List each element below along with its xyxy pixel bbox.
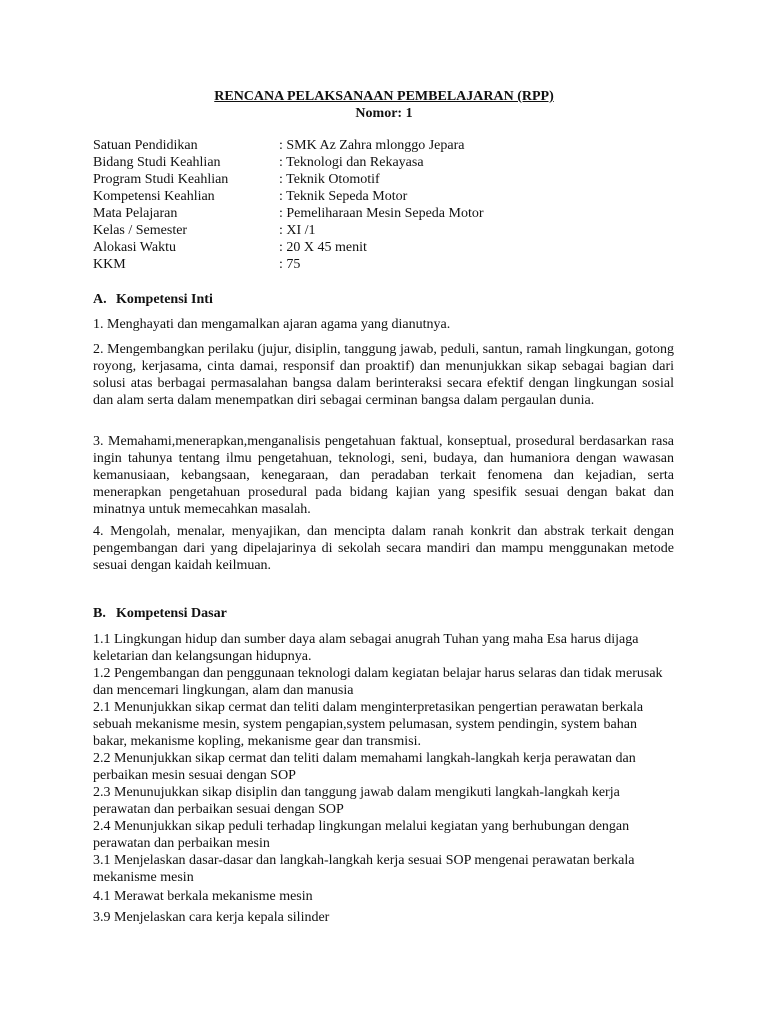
kompetensi-dasar-item: 2.4 Menunjukkan sikap peduli terhadap lingkungan melalui kegiatan yang berhubungan dengan perawatan dan perbaikan mesin — [93, 819, 630, 851]
identity-table — [93, 137, 484, 273]
section-a-heading — [93, 291, 213, 308]
kompetensi-dasar-item: 2.1 Menunjukkan sikap cermat dan teliti dalam menginterpretasikan pengertian perawatan berkala sebuah mekanisme mesin, system pengapian,system pelumasan, system pendingin, system bahan bakar, mekanisme kopling, mekanisme gear dan transmisi. — [93, 700, 644, 749]
kompetensi-dasar-list — [93, 631, 674, 926]
identity-value: : 20 X 45 menit — [279, 240, 367, 255]
section-b-heading — [93, 605, 227, 622]
identity-label: Bidang Studi Keahlian — [93, 155, 221, 170]
kompetensi-dasar-item: 4.1 Merawat berkala mekanisme mesin — [93, 889, 313, 904]
kompetensi-dasar-item: 2.2 Menunjukkan sikap cermat dan teliti dalam memahami langkah-langkah kerja perawatan dan perbaikan mesin sesuai dengan SOP — [93, 751, 636, 783]
identity-label: Kelas / Semester — [93, 223, 188, 238]
section-title: Kompetensi Dasar — [116, 606, 227, 621]
identity-label: Alokasi Waktu — [93, 240, 176, 255]
identity-label: KKM — [93, 257, 126, 272]
document-number: Nomor: 1 — [355, 106, 413, 121]
identity-row — [93, 188, 484, 205]
identity-value: : Teknologi dan Rekayasa — [279, 155, 424, 170]
kompetensi-dasar-item: 1.2 Pengembangan dan penggunaan teknologi dalam kegiatan belajar harus selaras dan tidak merusak dan mencemari lingkungan, alam dan manusia — [93, 666, 663, 698]
identity-value: : Pemeliharaan Mesin Sepeda Motor — [279, 206, 484, 221]
identity-row — [93, 222, 484, 239]
identity-row — [93, 137, 484, 154]
kompetensi-inti-item: 4. Mengolah, menalar, menyajikan, dan mencipta dalam ranah konkrit dan abstrak terkait dengan pengembangan dari yang dipelajarinya di sekolah secara mandiri dan mampu menggunakan metode sesuai dengan kaidah keilmuan. — [93, 524, 674, 573]
identity-value: : Teknik Sepeda Motor — [279, 189, 408, 204]
document-title: RENCANA PELAKSANAAN PEMBELAJARAN (RPP) — [214, 89, 554, 104]
identity-row — [93, 256, 484, 273]
identity-value: : Teknik Otomotif — [279, 172, 380, 187]
kompetensi-dasar-item: 3.9 Menjelaskan cara kerja kepala silinder — [93, 910, 330, 925]
identity-label: Mata Pelajaran — [93, 206, 178, 221]
kompetensi-inti-item: 1. Menghayati dan mengamalkan ajaran agama yang dianutnya. — [93, 317, 451, 332]
section-letter: A. — [93, 292, 107, 307]
identity-label: Satuan Pendidikan — [93, 138, 198, 153]
kompetensi-inti-item: 2. Mengembangkan perilaku (jujur, disiplin, tanggung jawab, peduli, santun, ramah lingkungan, gotong royong, kerjasama, cinta damai, responsif dan proaktif) dan menunjukkan sikap sebagai bagian dari solusi atas berbagai permasalahan bangsa dalam berinteraksi secara efektif dengan lingkungan sosial dan alam serta dalam menempatkan diri sebagai cerminan bangsa dalam pergaulan dunia. — [93, 342, 674, 408]
identity-value: : SMK Az Zahra mlonggo Jepara — [279, 138, 465, 153]
identity-label: Program Studi Keahlian — [93, 172, 229, 187]
identity-row — [93, 154, 484, 171]
section-letter: B. — [93, 606, 106, 621]
kompetensi-dasar-item: 1.1 Lingkungan hidup dan sumber daya alam sebagai anugrah Tuhan yang maha Esa harus dijaga keletarian dan kelangsungan hidupnya. — [93, 632, 639, 664]
kompetensi-dasar-item: 2.3 Menunujukkan sikap disiplin dan tanggung jawab dalam mengikuti langkah-langkah kerja perawatan dan perbaikan sesuai dengan SOP — [93, 785, 620, 817]
section-title: Kompetensi Inti — [116, 292, 213, 307]
kompetensi-inti-item: 3. Memahami,menerapkan,menganalisis pengetahuan faktual, konseptual, prosedural berdasarkan rasa ingin tahunya tentang ilmu pengetahuan, teknologi, seni, budaya, dan humaniora dengan wawasan kemanusiaan, kebangsaan, kenegaraan, dan peradaban terkait fenomena dan kejadian, serta menerapkan pengetahuan prosedural pada bidang kajian yang spesifik sesuai dengan bakat dan minatnya untuk memecahkan masalah. — [93, 434, 674, 517]
identity-label: Kompetensi Keahlian — [93, 189, 215, 204]
identity-value: : XI /1 — [279, 223, 316, 238]
identity-value: : 75 — [279, 257, 301, 272]
kompetensi-dasar-item: 3.1 Menjelaskan dasar-dasar dan langkah-langkah kerja sesuai SOP mengenai perawatan berkala mekanisme mesin — [93, 853, 635, 885]
identity-row — [93, 205, 484, 222]
identity-row — [93, 239, 484, 256]
identity-row — [93, 171, 484, 188]
